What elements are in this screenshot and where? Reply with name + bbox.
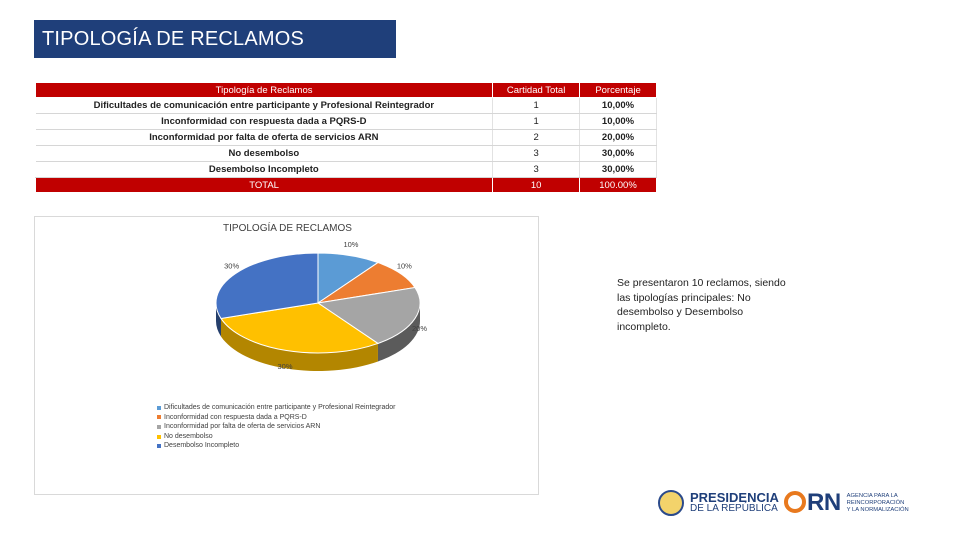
arn-logo (784, 486, 909, 520)
table-row (36, 162, 657, 178)
row-count: 2 (493, 130, 580, 146)
row-label: Inconformidad con respuesta dada a PQRS-D (36, 114, 493, 130)
header-typology: Tipología de Reclamos (36, 83, 493, 98)
arn-line2: REINCORPORACIÓN (846, 499, 905, 506)
summary-text: Se presentaron 10 reclamos, siendo las tipologías principales: No desembolso y Desembolso incompleto. (617, 277, 786, 333)
row-label: No desembolso (36, 146, 493, 162)
row-percent: 30,00% (580, 146, 657, 162)
legend-item-3 (157, 432, 396, 442)
row-percent: 10,00% (580, 114, 657, 130)
row-count: 3 (493, 162, 580, 178)
pie-chart (35, 217, 540, 496)
legend-swatch (157, 406, 161, 410)
pie-chart-panel (34, 216, 539, 495)
total-percent: 100.00% (580, 178, 657, 193)
legend-swatch (157, 444, 161, 448)
presidencia-line1: PRESIDENCIA (690, 490, 779, 505)
pie-data-label-3: 30% (277, 361, 293, 371)
arn-line3: Y LA NORMALIZACIÓN (846, 506, 909, 513)
claims-table (35, 82, 657, 193)
colombia-seal-icon (658, 490, 684, 516)
pie-data-label-1: 10% (396, 261, 412, 271)
legend-swatch (157, 415, 161, 419)
legend-swatch (157, 435, 161, 439)
presidencia-logo (658, 486, 779, 520)
pie-data-label-2: 20% (411, 324, 428, 334)
presidencia-line2: DE LA REPÚBLICA (690, 503, 778, 514)
page-title: TIPOLOGÍA DE RECLAMOS (34, 20, 396, 58)
arn-line1: AGENCIA PARA LA (846, 492, 898, 499)
legend-label: No desembolso (164, 432, 213, 440)
row-count: 1 (493, 114, 580, 130)
table-row (36, 114, 657, 130)
table-row (36, 146, 657, 162)
row-label: Desembolso Incompleto (36, 162, 493, 178)
legend-item-4 (157, 441, 396, 451)
legend-label: Inconformidad por falta de oferta de servicios ARN (164, 423, 321, 431)
header-percent: Porcentaje (580, 83, 657, 98)
pie-data-label-0: 10% (343, 240, 359, 250)
arn-ring-icon (784, 491, 806, 513)
footer-logos (658, 486, 948, 520)
legend-label: Dificultades de comunicación entre participante y Profesional Reintegrador (164, 404, 396, 411)
legend-swatch (157, 425, 161, 429)
legend-label: Desembolso Incompleto (164, 442, 240, 450)
legend-item-0 (157, 403, 396, 413)
chart-title: TIPOLOGÍA DE RECLAMOS (223, 223, 352, 234)
row-label: Dificultades de comunicación entre participante y Profesional Reintegrador (36, 98, 493, 114)
legend-item-1 (157, 413, 396, 423)
legend-label: Inconformidad con respuesta dada a PQRS-D (164, 413, 307, 421)
total-label: TOTAL (36, 178, 493, 193)
decorative-dot-pattern (740, 0, 960, 170)
row-percent: 20,00% (580, 130, 657, 146)
legend-item-2 (157, 422, 396, 432)
chart-legend (157, 403, 396, 451)
total-count: 10 (493, 178, 580, 193)
pie-data-label-4: 30% (224, 261, 240, 271)
table-total-row (36, 178, 657, 193)
table-header-row (36, 83, 657, 98)
row-percent: 30,00% (580, 162, 657, 178)
header-count: Cartidad Total (493, 83, 580, 98)
table-row (36, 130, 657, 146)
row-label: Inconformidad por falta de oferta de servicios ARN (36, 130, 493, 146)
row-count: 1 (493, 98, 580, 114)
row-count: 3 (493, 146, 580, 162)
row-percent: 10,00% (580, 98, 657, 114)
table-row (36, 98, 657, 114)
arn-mark-text: RN (807, 489, 841, 516)
